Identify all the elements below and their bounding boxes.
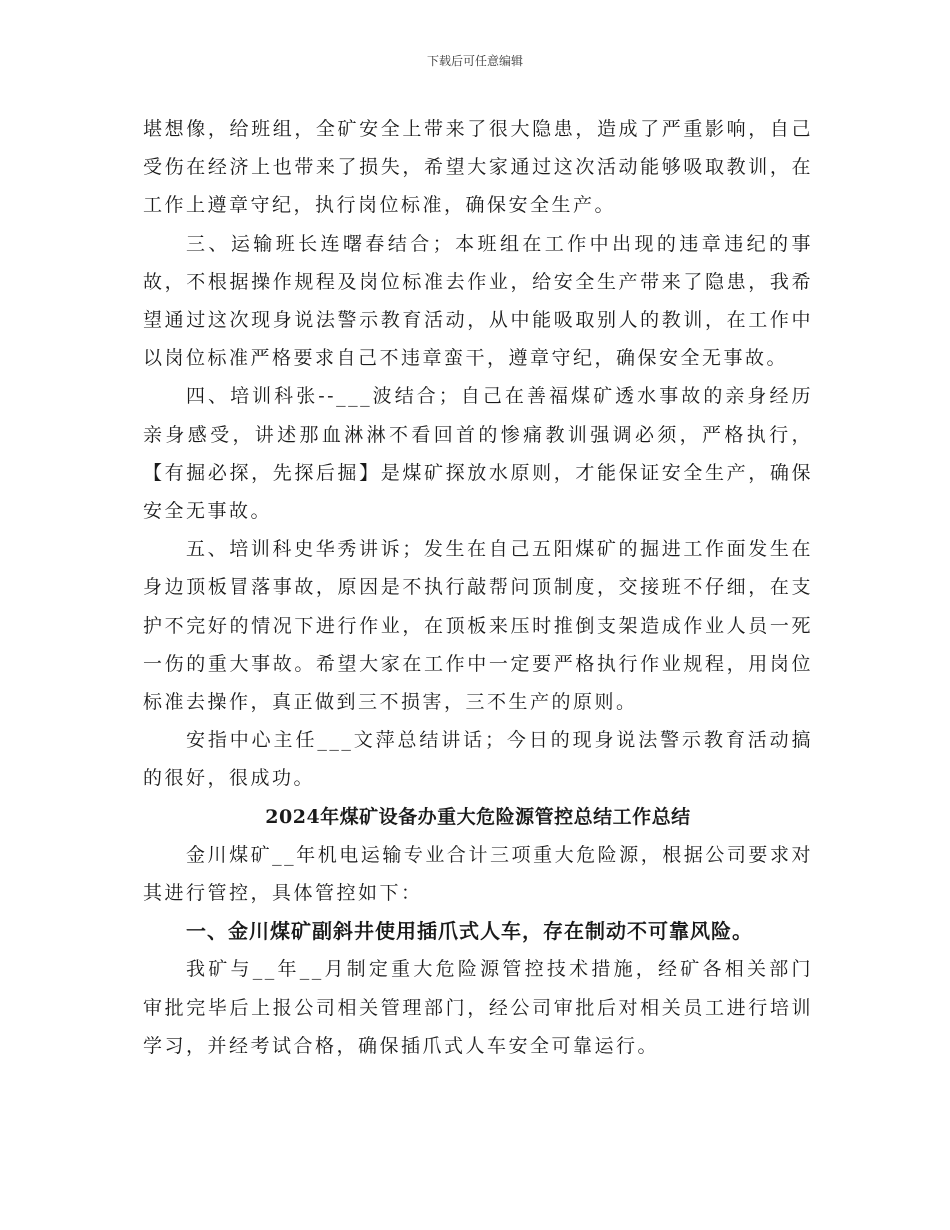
paragraph-summary: 安指中心主任___文萍总结讲话；今日的现身说法警示教育活动搞的很好，很成功。	[143, 729, 813, 790]
paragraph-intro: 金川煤矿__年机电运输专业合计三项重大危险源，根据公司要求对其进行管控，具体管控如下：	[143, 843, 813, 905]
paragraph-section-1: 我矿与__年__月制定重大危险源管控技术措施，经矿各相关部门审批完毕后上报公司相关管理部门，经公司审批后对相关员工进行培训学习，并经考试合格，确保插爪式人车安全可靠运行。	[143, 958, 813, 1057]
paragraph-item-4: 四、培训科张--___波结合；自己在善福煤矿透水事故的亲身经历亲身感受，讲述那血淋淋不看回首的惨痛教训强调必须，严格执行，【有掘必探，先探后掘】是煤矿探放水原则，才能保证安全生产，确保安全无事故。	[143, 385, 813, 523]
section-heading-1: 一、金川煤矿副斜井使用插爪式人车，存在制动不可靠风险。	[186, 919, 753, 944]
paragraph-item-5: 五、培训科史华秀讲诉；发生在自己五阳煤矿的掘进工作面发生在身边顶板冒落事故，原因是不执行敲帮问顶制度，交接班不仔细，在支护不完好的情况下进行作业，在顶板来压时推倒支架造成作业人员一死一伤的重大事故。希望大家在工作中一定要严格执行作业规程，用岗位标准去操作，真正做到三不损害，三不生产的原则。	[143, 538, 813, 714]
document-title: 2024年煤矿设备办重大危险源管控总结工作总结	[265, 805, 691, 828]
page-header: 下载后可任意编辑	[426, 54, 523, 68]
paragraph-continuation: 堪想像，给班组，全矿安全上带来了很大隐患，造成了严重影响，自己受伤在经济上也带来了损失，希望大家通过这次活动能够吸取教训，在工作上遵章守纪，执行岗位标准，确保安全生产。	[143, 118, 813, 217]
document-body	[143, 110, 813, 1065]
paragraph-item-3: 三、运输班长连曙春结合；本班组在工作中出现的违章违纪的事故，不根据操作规程及岗位标准去作业，给安全生产带来了隐患，我希望通过这次现身说法警示教育活动，从中能吸取别人的教训，在工作中以岗位标准严格要求自己不违章蛮干，遵章守纪，确保安全无事故。	[143, 232, 813, 370]
